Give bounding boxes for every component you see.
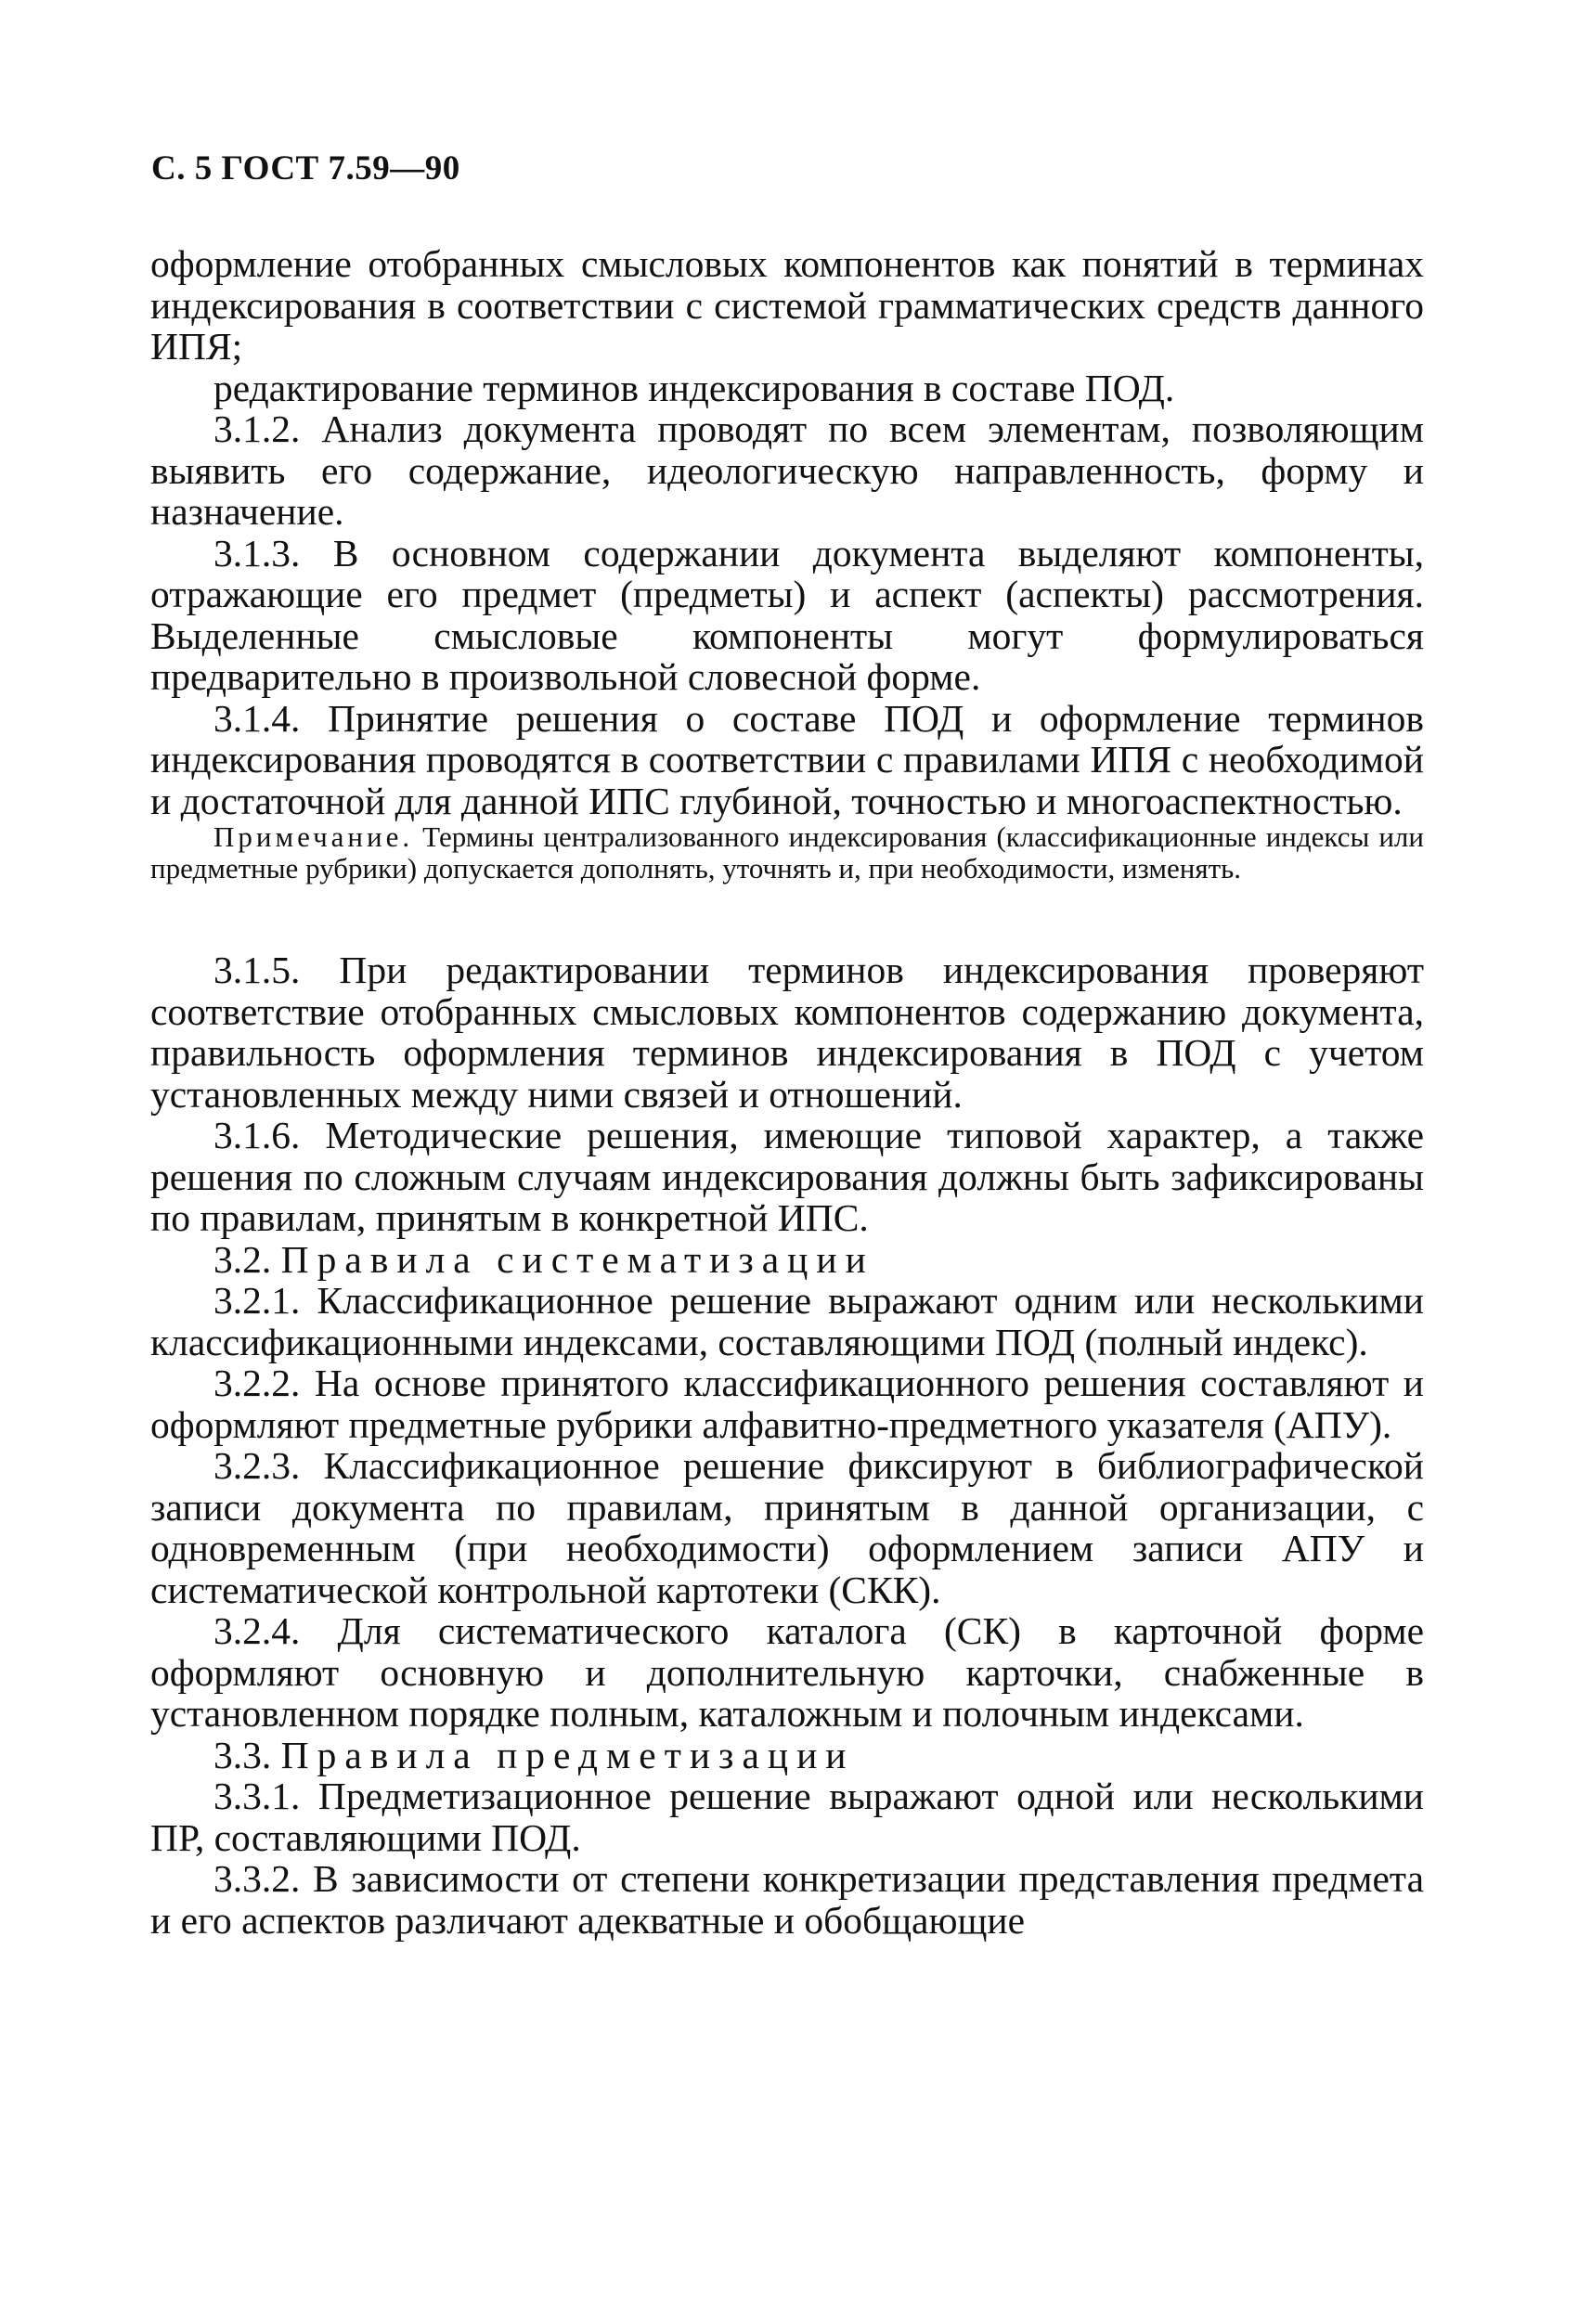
note-label: Примечание. <box>213 820 414 853</box>
section-title: Правила предметизации <box>280 1733 855 1776</box>
document-body <box>150 243 1424 1941</box>
section-number: 3.3. <box>213 1733 281 1776</box>
paragraph-3-2-4: 3.2.4. Для систематического каталога (СК) в карточной форме оформляют основную и дополнительную карточки, снабженные в установленном порядке полным, каталожным и полочным индексами. <box>150 1609 1424 1735</box>
note <box>150 821 1424 884</box>
paragraph-3-1-2: 3.1.2. Анализ документа проводят по всем элементам, позволяющим выявить его содержание, идеологическую направленность, форму и назначение. <box>150 407 1424 533</box>
paragraph: редактирование терминов индексирования в составе ПОД. <box>213 366 1175 409</box>
page-header: С. 5 ГОСТ 7.59—90 <box>151 149 460 187</box>
note-text: Термины централизованного индексирования (классификационные индексы или предметные рубрики) допускается дополнять, уточнять и, при необходимости, изменять. <box>150 820 1424 884</box>
section-number: 3.2. <box>213 1237 281 1281</box>
paragraph-3-1-3: 3.1.3. В основном содержании документа выделяют компоненты, отражающие его предмет (предметы) и аспект (аспекты) рассмотрения. Выделенные смысловые компоненты могут формулироваться предварительно в произвольной словесной форме. <box>150 531 1424 698</box>
paragraph-3-2-1: 3.2.1. Классификационное решение выражают одним или несколькими классификационными индексами, составляющими ПОД (полный индекс). <box>150 1279 1424 1363</box>
section-title: Правила систематизации <box>280 1237 874 1281</box>
paragraph-3-1-5: 3.1.5. При редактировании терминов индексирования проверяют соответствие отобранных смысловых компонентов содержанию документа, правильность оформления терминов индексирования в ПОД с учетом установленных между ними связей и отношений. <box>150 949 1424 1116</box>
paragraph-3-2-2: 3.2.2. На основе принятого классификационного решения составляют и оформляют предметные рубрики алфавитно-предметного указателя (АПУ). <box>150 1362 1424 1446</box>
paragraph-3-1-6: 3.1.6. Методические решения, имеющие типовой характер, а также решения по сложным случаям индексирования должны быть зафиксированы по правилам, принятым в конкретной ИПС. <box>150 1114 1424 1239</box>
paragraph-3-3-2: 3.3.2. В зависимости от степени конкретизации представления предмета и его аспектов различают адекватные и обобщающие <box>150 1857 1424 1942</box>
paragraph-3-1-4: 3.1.4. Принятие решения о составе ПОД и оформление терминов индексирования проводятся в соответствии с правилами ИПЯ с необходимой и достаточной для данной ИПС глубиной, точностью и многоаспектностью. <box>150 696 1424 822</box>
section-heading-3-2 <box>150 1239 1424 1281</box>
paragraph: оформление отобранных смысловых компонентов как понятий в терминах индексирования в соответствии с системой грамматических средств данного ИПЯ; <box>150 242 1424 368</box>
paragraph-3-2-3: 3.2.3. Классификационное решение фиксируют в библиографической записи документа по правилам, принятым в данной организации, с одновременным (при необходимости) оформлением записи АПУ и систематической контрольной картотеки (СКК). <box>150 1444 1424 1611</box>
section-heading-3-3 <box>150 1735 1424 1776</box>
paragraph-3-3-1: 3.3.1. Предметизационное решение выражают одной или несколькими ПР, составляющими ПОД. <box>150 1775 1424 1859</box>
